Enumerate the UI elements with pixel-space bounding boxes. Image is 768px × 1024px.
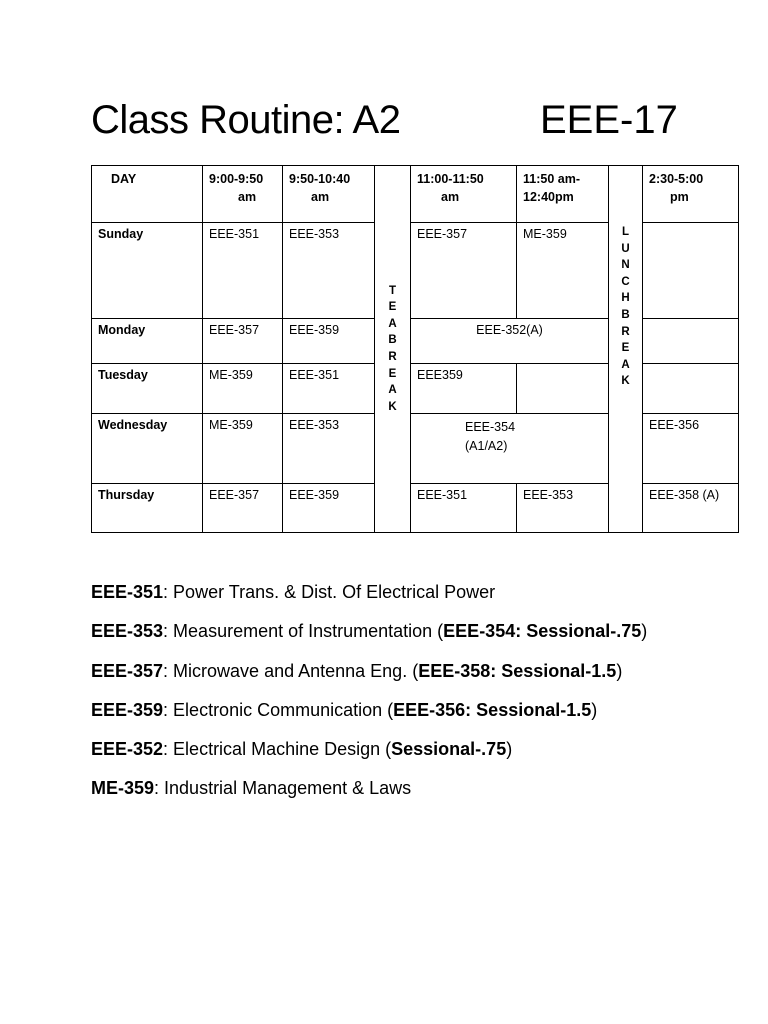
class-cell	[517, 364, 609, 414]
legend-code: EEE-351	[91, 582, 164, 602]
legend-code: ME-359	[91, 778, 155, 799]
class-cell: ME-359	[203, 414, 283, 484]
legend-text: : Measurement of Instrumentation (	[163, 621, 444, 642]
lunch-break-letter: N	[621, 259, 630, 272]
class-cell: EEE-357	[411, 223, 517, 319]
class-cell: ME-359	[203, 364, 283, 414]
tea-break-letter: T	[388, 284, 397, 297]
page-title: Class Routine: A2	[91, 98, 401, 142]
lunch-break-label	[609, 224, 642, 390]
legend-sessional: EEE-356: Sessional-1.5	[393, 699, 592, 720]
lunch-break-letter: C	[621, 275, 630, 288]
class-cell: EEE-351	[203, 223, 283, 319]
tea-break-letter: K	[388, 400, 397, 413]
tea-break-letter: E	[388, 367, 397, 380]
class-cell: EEE359	[411, 364, 517, 414]
lunch-break-letter: L	[621, 226, 630, 238]
class-cell: EEE-351	[411, 484, 517, 533]
lunch-break-letter: R	[621, 325, 630, 338]
merged-line: (A1/A2)	[465, 439, 508, 453]
class-cell-merged: EEE-352(A)	[411, 319, 609, 364]
tea-break-letter: B	[388, 334, 397, 347]
legend-sessional: Sessional-.75	[391, 739, 507, 760]
class-cell: EEE-356	[643, 414, 739, 484]
lunch-break-letter: U	[621, 242, 630, 255]
lunch-break-letter: A	[621, 358, 630, 371]
legend-item	[91, 696, 751, 735]
tea-break-letter: R	[388, 351, 397, 363]
title-row	[91, 98, 691, 152]
legend-item	[91, 657, 751, 696]
legend-item	[91, 774, 751, 813]
header-slot4-line1: 11:50 am-	[523, 172, 580, 186]
lunch-break-letter: B	[621, 308, 630, 321]
merged-line: EEE-354	[465, 420, 516, 434]
header-slot1	[203, 166, 283, 223]
class-cell: EEE-357	[203, 319, 283, 364]
class-cell: EEE-359	[283, 319, 375, 364]
header-slot4-line2: 12:40pm	[523, 190, 574, 204]
lunch-break-letter: K	[621, 375, 630, 388]
header-slot5-line2: pm	[670, 190, 689, 204]
legend-text: : Power Trans. & Dist. Of Electrical Power	[163, 582, 496, 602]
lunch-break-letter: H	[621, 292, 630, 305]
header-day-label: DAY	[111, 172, 137, 186]
legend-item	[91, 735, 751, 774]
header-slot2-line1: 9:50-10:40	[289, 172, 351, 186]
day-cell: Wednesday	[92, 414, 203, 484]
legend-text: : Microwave and Antenna Eng. (	[163, 660, 419, 681]
legend-tail: )	[506, 739, 513, 760]
tea-break-letter: A	[388, 317, 397, 330]
class-cell: ME-359	[517, 223, 609, 319]
batch-title: EEE-17	[540, 98, 678, 142]
header-slot5	[643, 166, 739, 223]
legend-text: : Electronic Communication (	[163, 699, 394, 720]
header-slot2	[283, 166, 375, 223]
day-cell: Sunday	[92, 223, 203, 319]
header-slot1-line2: am	[238, 190, 257, 204]
class-cell-merged	[411, 414, 609, 484]
header-day	[92, 166, 203, 223]
class-routine-table	[91, 165, 739, 533]
class-cell: EEE-359	[283, 484, 375, 533]
day-cell: Tuesday	[92, 364, 203, 414]
legend-code: EEE-357	[91, 660, 164, 681]
legend-sessional: EEE-358: Sessional-1.5	[418, 660, 617, 681]
header-slot1-line1: 9:00-9:50	[209, 172, 264, 186]
legend-tail: )	[616, 660, 623, 681]
class-cell: EEE-353	[283, 223, 375, 319]
class-cell	[643, 223, 739, 319]
legend-code: EEE-353	[91, 621, 164, 642]
lunch-break-column	[609, 166, 643, 533]
legend-text: : Electrical Machine Design (	[163, 739, 392, 760]
legend-text: : Industrial Management & Laws	[154, 778, 412, 799]
header-slot4	[517, 166, 609, 223]
tea-break-column	[375, 166, 411, 533]
class-cell: EEE-358 (A)	[643, 484, 739, 533]
legend-item	[91, 617, 751, 656]
tea-break-label	[375, 283, 410, 416]
legend-tail: )	[641, 621, 648, 642]
class-cell: EEE-353	[283, 414, 375, 484]
legend-code: EEE-352	[91, 739, 164, 760]
header-slot2-line2: am	[311, 190, 330, 204]
header-slot3	[411, 166, 517, 223]
class-cell	[643, 319, 739, 364]
tea-break-letter: E	[388, 301, 397, 314]
class-cell: EEE-351	[283, 364, 375, 414]
class-cell: EEE-353	[517, 484, 609, 533]
legend-code: EEE-359	[91, 699, 164, 720]
lunch-break-letter: E	[621, 342, 630, 355]
header-row	[92, 166, 739, 223]
legend-item	[91, 578, 751, 617]
tea-break-letter: A	[388, 384, 397, 397]
header-slot5-line1: 2:30-5:00	[649, 172, 704, 186]
header-slot3-line2: am	[441, 190, 460, 204]
day-cell: Thursday	[92, 484, 203, 533]
header-slot3-line1: 11:00-11:50	[417, 172, 484, 186]
class-cell: EEE-357	[203, 484, 283, 533]
legend-sessional: EEE-354: Sessional-.75	[443, 621, 642, 642]
day-cell: Monday	[92, 319, 203, 364]
class-cell	[643, 364, 739, 414]
course-legend	[91, 578, 751, 814]
legend-tail: )	[591, 699, 598, 720]
